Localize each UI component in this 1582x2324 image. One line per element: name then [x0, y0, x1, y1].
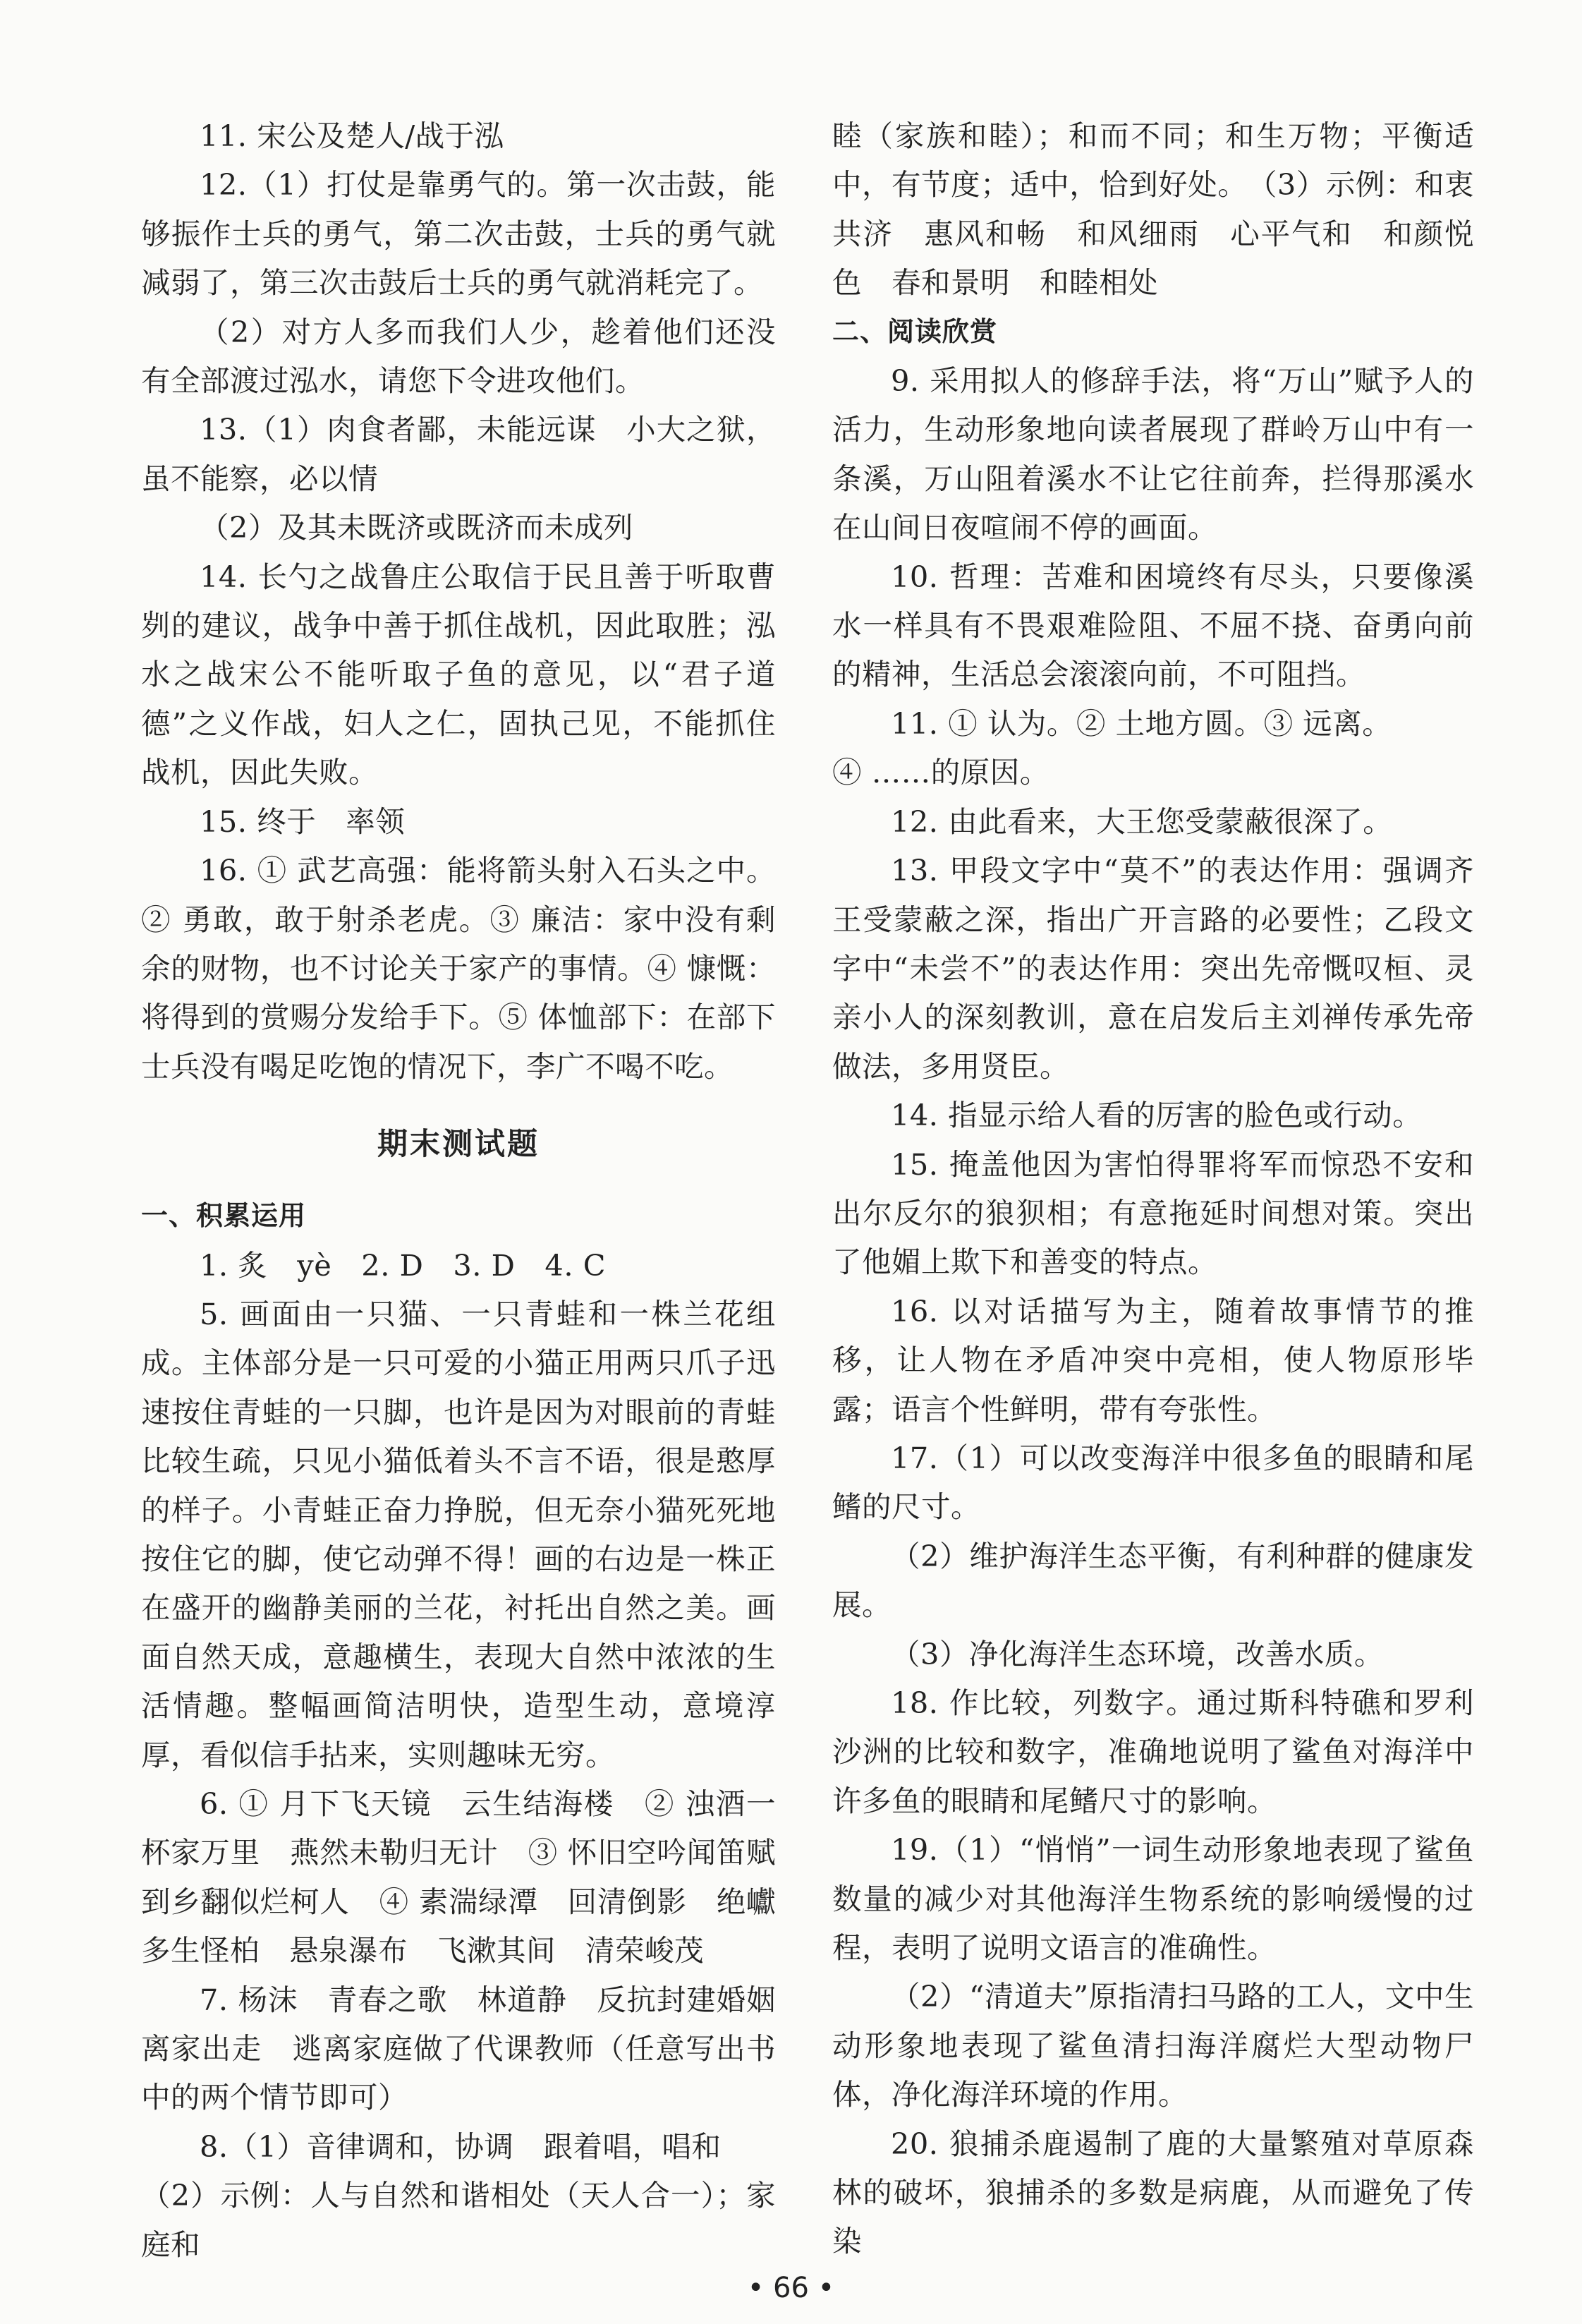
answer-item-20: 20. 狼捕杀鹿遏制了鹿的大量繁殖对草原森林的破坏，狼捕杀的多数是病鹿，从而避免了传染 — [832, 2126, 1474, 2259]
answer-item-13-2: （2）及其未既济或既济而未成列 — [200, 510, 633, 545]
answer-item-6: 6. ① 月下飞天镜 云生结海楼 ② 浊酒一杯家万里 燕然未勒归无计 ③ 怀旧空吟闻笛赋 到乡翻似烂柯人 ④ 素湍绿潭 回清倒影 绝巘多生怪柏 悬泉瀑布 飞漱其间 清荣峻茂 — [141, 1786, 806, 1968]
answer-item-11b: 11. ① 认为。② 土地方圆。③ 远离。 — [891, 706, 1392, 741]
answer-item-5: 5. 画面由一只猫、一只青蛙和一株兰花组成。主体部分是一只可爱的小猫正用两只爪子迅速按住青蛙的一只脚，也许是因为对眼前的青蛙比较生疏，只见小猫低着头不言不语，很是憨厚的样子。小青蛙正奋力挣脱，但无奈小猫死死地按住它的脚，使它动弹不得！画的右边是一株正在盛开的幽静美丽的兰花，衬托出自然之美。画面自然天成，意趣横生，表现大自然中浓浓的生活情趣。整幅画简洁明快，造型生动，意境淳厚，看似信手拈来，实则趣味无穷。 — [141, 1296, 776, 1772]
answer-item-18: 18. 作比较，列数字。通过斯科特礁和罗利沙洲的比较和数字，准确地说明了鲨鱼对海洋中许多鱼的眼睛和尾鳍尺寸的影响。 — [832, 1685, 1474, 1818]
section-heading-accumulation: 一、积累运用 — [141, 1200, 307, 1232]
answer-item-1-4: 1. 炙 yè 2. D 3. D 4. C — [200, 1247, 606, 1283]
left-column — [141, 111, 806, 2269]
answer-item-10: 10. 哲理：苦难和困境终有尽头，只要像溪水一样具有不畏艰难险阻、不屈不挠、奋勇向前的精神，生活总会滚滚向前，不可阻挡。 — [832, 559, 1474, 692]
answer-item-15: 15. 终于 率领 — [200, 804, 406, 839]
answer-item-15b: 15. 掩盖他因为害怕得罪将军而惊恐不安和出尔反尔的狼狈相；有意拖延时间想对策。突出了他媚上欺下和善变的特点。 — [832, 1146, 1474, 1280]
page-number: • 66 • — [747, 2272, 835, 2304]
answer-item-13b: 13. 甲段文字中“莫不”的表达作用：强调齐王受蒙蔽之深，指出广开言路的必要性；乙段文字中“未尝不”的表达作用：突出先帝慨叹桓、灵亲小人的深刻教训，意在启发后主刘禅传承先帝做法，多用贤臣。 — [832, 853, 1474, 1084]
answer-item-8-2: （2）示例：人与自然和谐相处（天人合一）；家庭和 — [141, 2178, 776, 2262]
answer-item-12b: 12. 由此看来，大王您受蒙蔽很深了。 — [891, 804, 1393, 839]
answer-item-16: 16. ① 武艺高强：能将箭头射入石头之中。② 勇敢，敢于射杀老虎。③ 廉洁：家中没有剩余的财物，也不讨论关于家产的事情。④ 慷慨：将得到的赏赐分发给手下。⑤ 体恤部下：在部下士兵没有喝足吃饱的情况下，李广不喝不吃。 — [141, 853, 776, 1084]
answer-item-17-1: 17.（1）可以改变海洋中很多鱼的眼睛和尾鳍的尺寸。 — [832, 1440, 1474, 1525]
right-column — [832, 111, 1474, 2266]
answer-item-19-2: （2）“清道夫”原指清扫马路的工人，文中生动形象地表现了鲨鱼清扫海洋腐烂大型动物尸体，净化海洋环境的作用。 — [832, 1979, 1474, 2112]
answer-item-7: 7. 杨沫 青春之歌 林道静 反抗封建婚姻 离家出走 逃离家庭做了代课教师（任意写出书中的两个情节即可） — [141, 1982, 806, 2115]
answer-item-13-1: 13.（1）肉食者鄙，未能远谋 小大之狱，虽不能察，必以情 — [141, 412, 776, 496]
answer-item-8-1: 8.（1）音律调和，协调 跟着唱，唱和 — [200, 2129, 722, 2164]
answer-item-11b-continued: ④ ……的原因。 — [832, 755, 1049, 790]
answer-item-14b: 14. 指显示给人看的厉害的脸色或行动。 — [891, 1098, 1423, 1133]
answer-item-16b: 16. 以对话描写为主，随着故事情节的推移，让人物在矛盾冲突中亮相，使人物原形毕露；语言个性鲜明，带有夸张性。 — [832, 1293, 1474, 1427]
answer-item-8-continued: 睦（家族和睦）；和而不同；和生万物；平衡适中，有节度；适中，恰到好处。 （3）示例：和衷共济 惠风和畅 和风细雨 心平气和 和颜悦色 春和景明 和睦相处 — [832, 119, 1474, 301]
answer-item-19-1: 19.（1）“悄悄”一词生动形象地表现了鲨鱼数量的减少对其他海洋生物系统的影响缓慢的过程，表明了说明文语言的准确性。 — [832, 1832, 1474, 1966]
answer-item-12-2: （2）对方人多而我们人少，趁着他们还没有全部渡过泓水，请您下令进攻他们。 — [141, 314, 776, 399]
exam-title: 期末测试题 — [377, 1127, 540, 1163]
section-heading-reading: 二、阅读欣赏 — [832, 315, 998, 347]
answer-item-9: 9. 采用拟人的修辞手法，将“万山”赋予人的活力，生动形象地向读者展现了群岭万山中有一条溪，万山阻着溪水不让它往前奔，拦得那溪水在山间日夜喧闹不停的画面。 — [832, 363, 1474, 545]
answer-item-17-3: （3）净化海洋生态环境，改善水质。 — [891, 1636, 1384, 1671]
answer-item-17-2: （2）维护海洋生态平衡，有利种群的健康发展。 — [832, 1538, 1474, 1623]
answer-item-11: 11. 宋公及楚人/战于泓 — [200, 119, 504, 153]
answer-item-14: 14. 长勺之战鲁庄公取信于民且善于听取曹刿的建议，战争中善于抓住战机，因此取胜；泓水之战宋公不能听取子鱼的意见，以“君子道德”之义作战，妇人之仁，固执己见，不能抓住战机，因此失败。 — [141, 559, 776, 790]
answer-item-12-1: 12.（1）打仗是靠勇气的。第一次击鼓，能够振作士兵的勇气，第二次击鼓，士兵的勇气就减弱了，第三次击鼓后士兵的勇气就消耗完了。 — [141, 167, 776, 301]
